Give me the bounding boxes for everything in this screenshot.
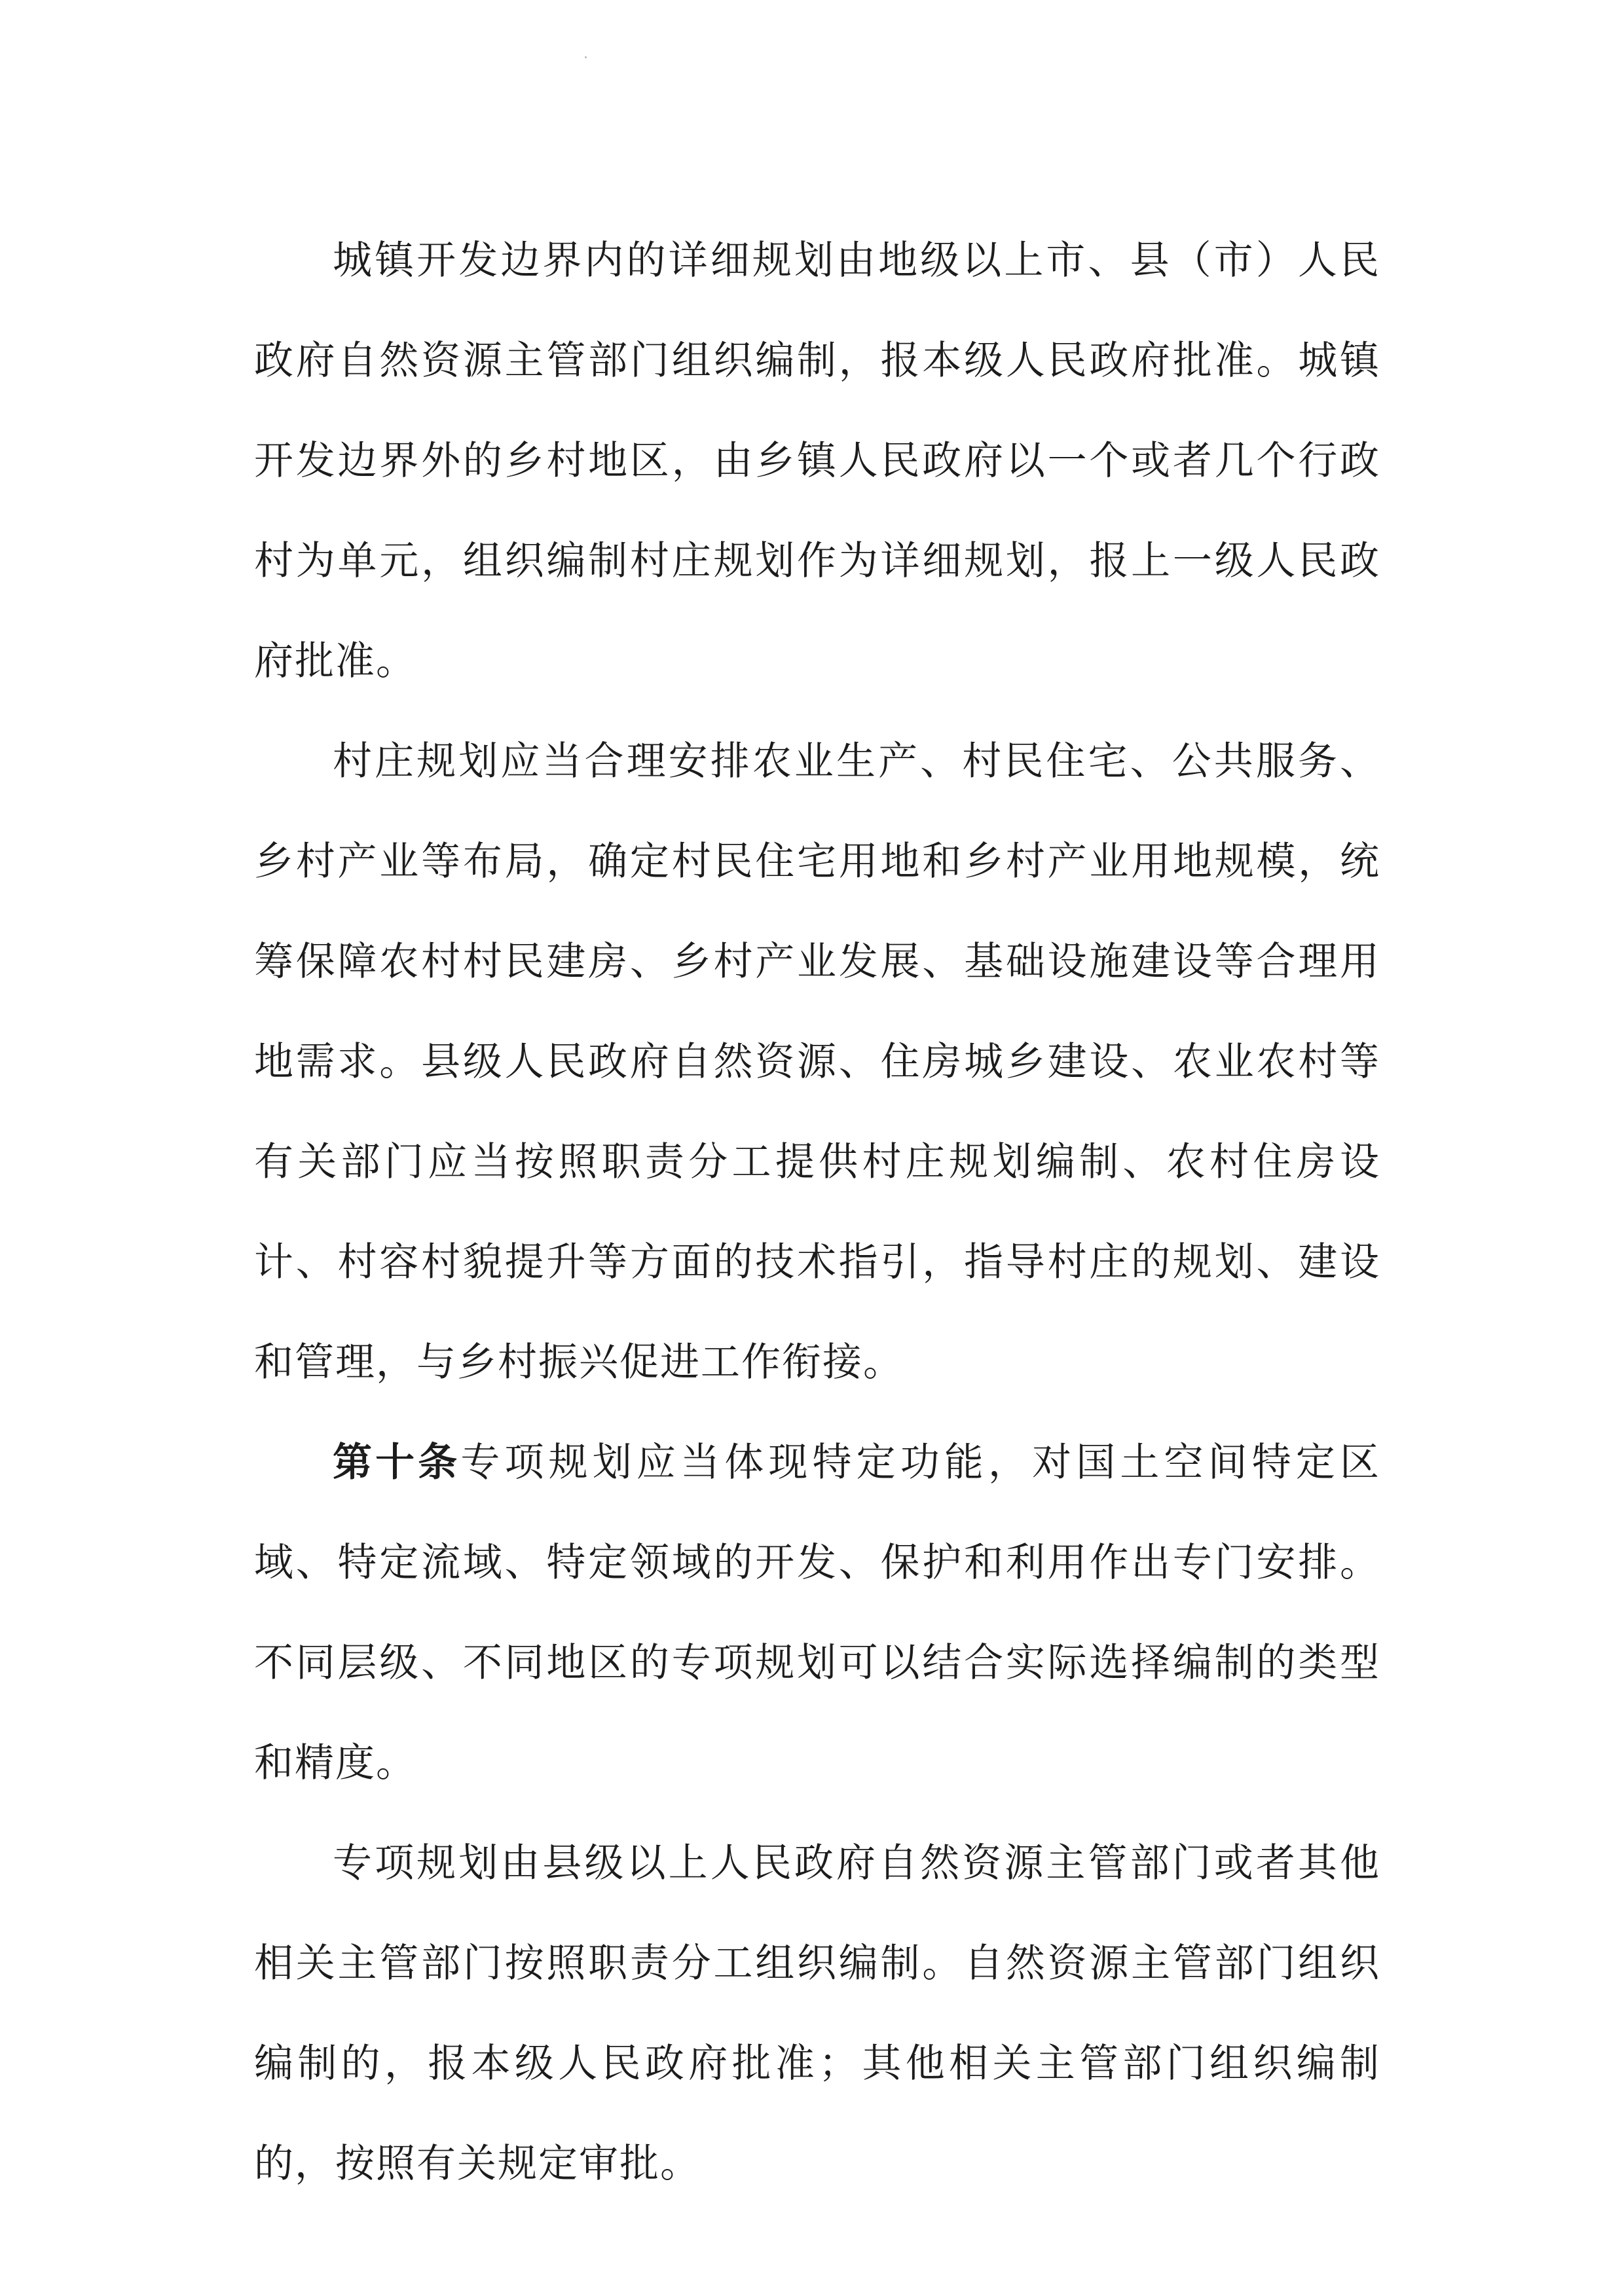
- document-body: [254, 211, 1380, 2214]
- paragraph-text: 专项规划由县级以上人民政府自然资源主管部门或者其他相关主管部门按照职责分工组织编制。自然资源主管部门组织编制的，报本级人民政府批准；其他相关主管部门组织编制的，按照有关规定审批。: [254, 1840, 1380, 2187]
- paragraph-article-10: [254, 1413, 1380, 1813]
- paragraph-text: 专项规划应当体现特定功能，对国土空间特定区域、特定流域、特定领域的开发、保护和利用作出专门安排。不同层级、不同地区的专项规划可以结合实际选择编制的类型和精度。: [254, 1440, 1381, 1786]
- paragraph-special-planning: [254, 1813, 1380, 2214]
- paragraph-detailed-planning: [254, 211, 1380, 712]
- article-label: 第十条: [333, 1440, 461, 1485]
- paragraph-text: 城镇开发边界内的详细规划由地级以上市、县（市）人民政府自然资源主管部门组织编制，报本级人民政府批准。城镇开发边界外的乡村地区，由乡镇人民政府以一个或者几个行政村为单元，组织编制村庄规划作为详细规划，报上一级人民政府批准。: [254, 238, 1380, 684]
- scan-speck: [585, 56, 587, 58]
- paragraph-text: 村庄规划应当合理安排农业生产、村民住宅、公共服务、乡村产业等布局，确定村民住宅用地和乡村产业用地规模，统筹保障农村村民建房、乡村产业发展、基础设施建设等合理用地需求。县级人民政府自然资源、住房城乡建设、农业农村等有关部门应当按照职责分工提供村庄规划编制、农村住房设计、村容村貌提升等方面的技术指引，指导村庄的规划、建设和管理，与乡村振兴促进工作衔接。: [254, 738, 1380, 1385]
- paragraph-village-planning: [254, 712, 1380, 1413]
